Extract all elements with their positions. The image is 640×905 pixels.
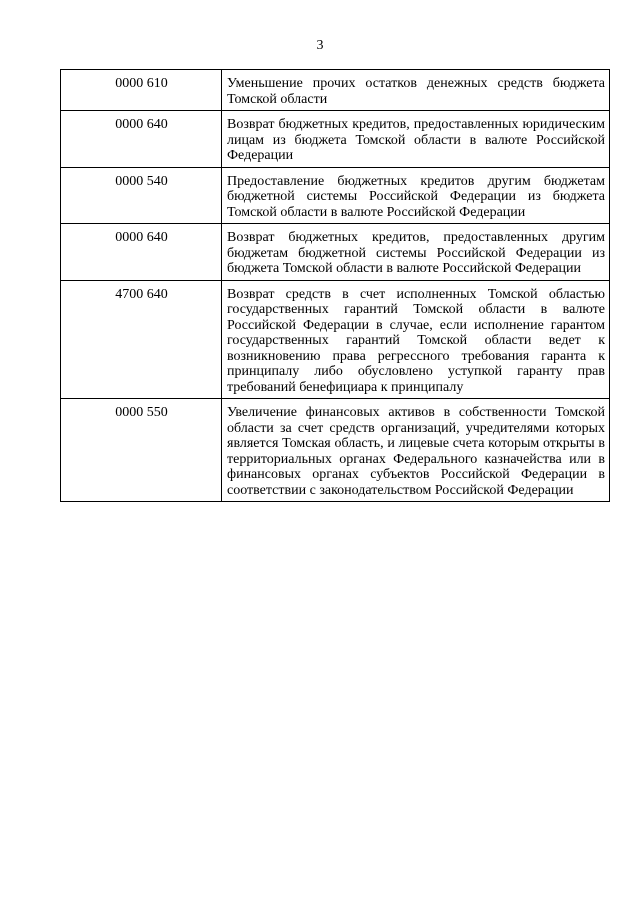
table-row: [61, 224, 610, 281]
page-number: 3: [316, 38, 324, 53]
table-row: [61, 280, 610, 399]
code-cell: 4700 640: [61, 280, 222, 399]
table-row: [61, 399, 610, 502]
table-row: [61, 111, 610, 168]
table-row: [61, 167, 610, 224]
code-cell: 0000 640: [61, 111, 222, 168]
budget-codes-table: [60, 69, 610, 502]
description-cell: Возврат средств в счет исполненных Томской областью государственных гарантий Томской области в валюте Российской Федерации в случае, если исполнение гарантом государственных гарантий Томской области ведет к возникновению права регрессного требования гаранта к принципалу либо обусловлено уступкой гаранту прав требований бенефициара к принципалу: [222, 280, 610, 399]
description-cell: Увеличение финансовых активов в собственности Томской области за счет средств организаций, учредителями которых является Томская область, и лицевые счета которым открыты в территориальных органах Федерального казначейства или в финансовых органах субъектов Российской Федерации в соответствии с законодательством Российской Федерации: [222, 399, 610, 502]
code-cell: 0000 640: [61, 224, 222, 281]
description-cell: Возврат бюджетных кредитов, предоставленных другим бюджетам бюджетной системы Российской Федерации из бюджета Томской области в валюте Российской Федерации: [222, 224, 610, 281]
description-cell: Предоставление бюджетных кредитов другим бюджетам бюджетной системы Российской Федерации из бюджета Томской области в валюте Российской Федерации: [222, 167, 610, 224]
code-cell: 0000 550: [61, 399, 222, 502]
code-cell: 0000 610: [61, 70, 222, 111]
table-row: [61, 70, 610, 111]
code-cell: 0000 540: [61, 167, 222, 224]
description-cell: Уменьшение прочих остатков денежных средств бюджета Томской области: [222, 70, 610, 111]
description-cell: Возврат бюджетных кредитов, предоставленных юридическим лицам из бюджета Томской области в валюте Российской Федерации: [222, 111, 610, 168]
